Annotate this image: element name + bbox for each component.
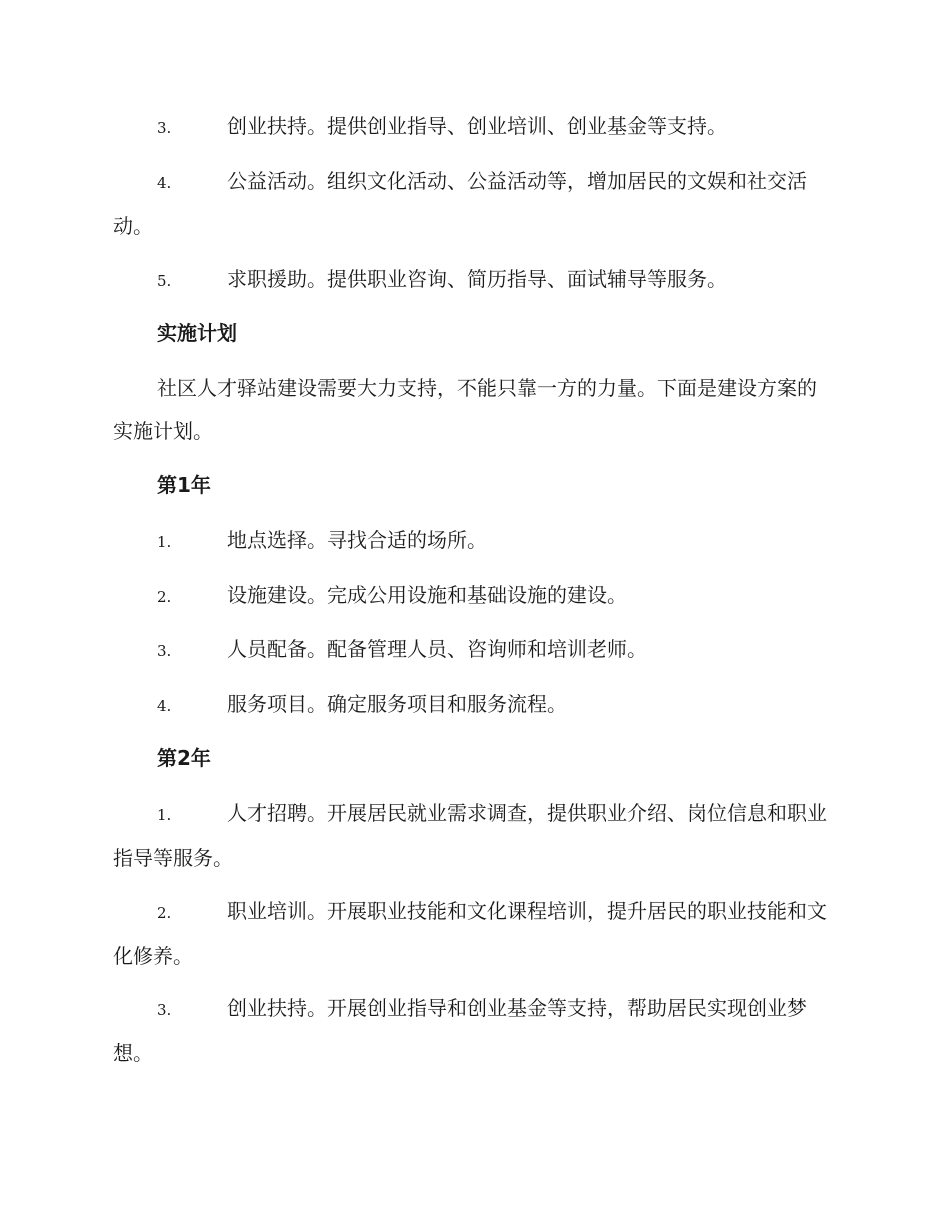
list-number: 1. [157,533,172,551]
list-text: 求职援助。提供职业咨询、简历指导、面试辅导等服务。 [227,267,727,291]
list-text: 职业培训。开展职业技能和文化课程培训，提升居民的职业技能和文化修养。 [113,899,827,968]
list-number: 3. [157,1001,172,1019]
section-heading: 第2年 [157,746,211,770]
list-number: 1. [157,806,172,824]
list-number: 2. [157,588,172,606]
list-text: 地点选择。寻找合适的场所。 [227,528,487,552]
list-text: 人才招聘。开展居民就业需求调查，提供职业介绍、岗位信息和职业指导等服务。 [113,801,827,870]
list-item [113,160,835,248]
list-text: 设施建设。完成公用设施和基础设施的建设。 [227,583,627,607]
list-number: 5. [157,272,172,290]
list-item [113,792,835,880]
list-number: 4. [157,697,172,715]
list-text: 服务项目。确定服务项目和服务流程。 [227,692,567,716]
list-text: 公益活动。组织文化活动、公益活动等，增加居民的文娱和社交活动。 [113,169,807,238]
list-text: 创业扶持。提供创业指导、创业培训、创业基金等支持。 [227,114,727,138]
list-number: 4. [157,174,172,192]
list-item [113,987,835,1075]
list-item [113,574,835,619]
list-item [113,890,835,978]
list-item [113,519,835,564]
section-heading: 实施计划 [157,321,237,345]
list-text: 人员配备。配备管理人员、咨询师和培训老师。 [227,637,647,661]
list-number: 3. [157,119,172,137]
section-heading: 第1年 [157,473,211,497]
list-number: 3. [157,642,172,660]
paragraph: 社区人才驿站建设需要大力支持，不能只靠一方的力量。下面是建设方案的实施计划。 [113,376,817,443]
list-item [113,105,835,150]
list-text: 创业扶持。开展创业指导和创业基金等支持，帮助居民实现创业梦想。 [113,996,807,1065]
list-item [113,628,835,673]
list-item [113,683,835,728]
list-number: 2. [157,904,172,922]
list-item [113,258,835,303]
